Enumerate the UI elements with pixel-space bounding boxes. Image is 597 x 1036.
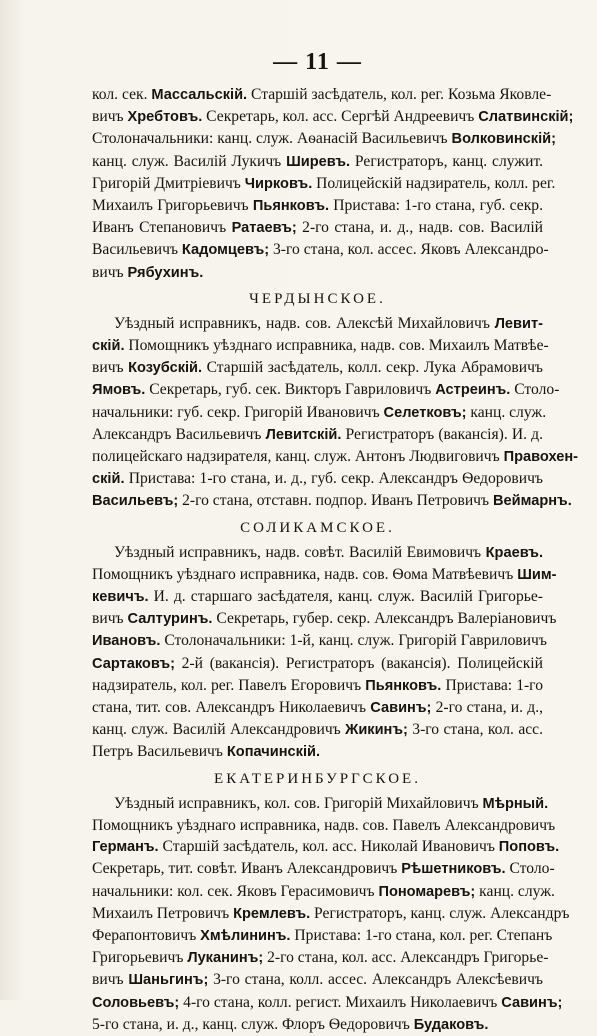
page-number: — 11 — <box>273 49 362 75</box>
text-line: Ферапонтовичъ Хмѣлининъ. Пристава: 1-го стана, кол. рег. Степанъ <box>92 926 553 944</box>
text-line: начальники: губ. секр. Григорій Ивановичъ Селетковъ; канц. служ. <box>92 403 547 421</box>
text-line: стана, тит. сов. Александръ Николаевичъ Савинъ; 2-го стана, и. д., <box>92 699 543 717</box>
text-line: Григорій Дмитріевичъ Чирковъ. Полицейскій надзиратель, колл. рег. <box>92 174 556 192</box>
text-line: Петръ Васильевичъ Копачинскій. <box>92 743 321 761</box>
text-line: Александръ Васильевичъ Левитскій. Регистраторъ (вакансія). И. д. <box>92 425 544 443</box>
section-heading: СОЛИКАМСКОЕ. <box>240 519 395 536</box>
text-line: Сартаковъ; 2-й (вакансія). Регистраторъ (вакансія). Полицейскій <box>92 654 543 672</box>
text-line: начальники: кол. сек. Яковъ Герасимовичъ Пономаревъ; канц. служ. <box>92 882 555 900</box>
text-line: канц. служ. Василій Александровичъ Жикинъ; 3-го стана, кол. асс. <box>92 721 543 739</box>
text-line: вичъ Рябухинъ. <box>92 263 204 281</box>
text-line: вичъ Хребтовъ. Секретарь, кол. асс. Сергѣй Андреевичъ Слатвинскій; <box>92 108 574 126</box>
text-line: Михаилъ Григорьевичъ Пьянковъ. Пристава: 1-го стана, губ. секр. <box>92 197 543 215</box>
text-line: кевичъ. И. д. старшаго засѣдателя, канц. служ. Василій Григорье- <box>92 588 543 606</box>
text-line: Секретарь, тит. совѣт. Иванъ Александровичъ Рѣшетниковъ. Столо- <box>92 860 555 878</box>
text-line: полицейскаго надзирателя, канц. служ. Антонъ Людвиговичъ Правохен- <box>92 448 578 466</box>
text-line: вичъ Козубскій. Старшій засѣдатель, колл. секр. Лука Абрамовичъ <box>92 359 543 377</box>
text-line: Германъ. Старшій засѣдатель, кол. асс. Николай Ивановичъ Поповъ. <box>92 838 560 856</box>
text-line: Иванъ Степановичъ Ратаевъ; 2-го стана, и. д., надв. сов. Василій <box>92 219 543 237</box>
text-line: Ивановъ. Столоначальники: 1-й, канц. служ. Григорій Гавриловичъ <box>92 632 547 650</box>
text-line: канц. служ. Василій Лукичъ Ширевъ. Регистраторъ, канц. служит. <box>92 152 543 170</box>
text-line: Григорьевичъ Луканинъ; 2-го стана, кол. асс. Александръ Григорье- <box>92 949 549 967</box>
text-line: Уѣздный исправникъ, кол. сов. Григорій Михайловичъ Мѣрный. <box>114 794 549 812</box>
text-line: Михаилъ Петровичъ Кремлевъ. Регистраторъ, канц. служ. Александръ <box>92 904 570 922</box>
text-line: Соловьевъ; 4-го стана, колл. регист. Михаилъ Николаевичъ Савинъ; <box>92 993 563 1011</box>
text-line: Помощникъ уѣзднаго исправника, надв. сов. Ѳома Матвѣевичъ Шим- <box>92 565 557 583</box>
page-content <box>92 84 578 1036</box>
text-line: вичъ Шаньгинъ; 3-го стана, колл. ассес. Александръ Алексѣевичъ <box>92 971 543 989</box>
text-line: Васильевъ; 2-го стана, отставн. подпор. Иванъ Петровичъ Веймарнъ. <box>92 492 572 510</box>
text-line: Уѣздный исправникъ, надв. сов. Алексѣй Михайловичъ Левит- <box>114 314 543 332</box>
text-line: вичъ Салтуринъ. Секретарь, губер. секр. Александръ Валеріановичъ <box>92 610 557 628</box>
text-line: Уѣздный исправникъ, надв. совѣт. Василій Евимовичъ Краевъ. <box>114 543 543 561</box>
section-paragraph <box>92 793 570 1036</box>
section-heading: ЕКАТЕРИНБУРГСКОЕ. <box>214 770 421 787</box>
text-line: Помощникъ уѣзднаго исправника, надв. сов. Павелъ Александровичъ <box>92 816 556 834</box>
section-paragraph <box>92 542 557 764</box>
text-line: Столоначальники: канц. служ. Аѳанасій Васильевичъ Волковинскій; <box>92 130 556 148</box>
text-line: надзиратель, кол. рег. Павелъ Егоровичъ Пьянковъ. Пристава: 1-го <box>92 676 543 694</box>
section-paragraph <box>92 84 574 284</box>
text-line: кол. сек. Массальскій. Старшій засѣдатель, кол. рег. Козьма Яковле- <box>92 86 552 103</box>
text-line: скій. Помощникъ уѣзднаго исправника, надв. сов. Михаилъ Матвѣе- <box>92 337 549 355</box>
text-line: Васильевичъ Кадомцевъ; 3-го стана, кол. ассес. Яковъ Александро- <box>92 241 549 259</box>
section-heading: ЧЕРДЫНСКОЕ. <box>249 290 386 307</box>
text-line: 5-го стана, и. д., канц. служ. Флоръ Ѳедоровичъ Будаковъ. <box>92 1015 489 1033</box>
section-paragraph <box>92 313 578 513</box>
text-line: Ямовъ. Секретарь, губ. сек. Викторъ Гавриловичъ Астреинъ. Столо- <box>92 381 560 399</box>
text-line: скій. Пристава: 1-го стана, и. д., губ. секр. Александръ Ѳедоровичъ <box>92 470 543 488</box>
